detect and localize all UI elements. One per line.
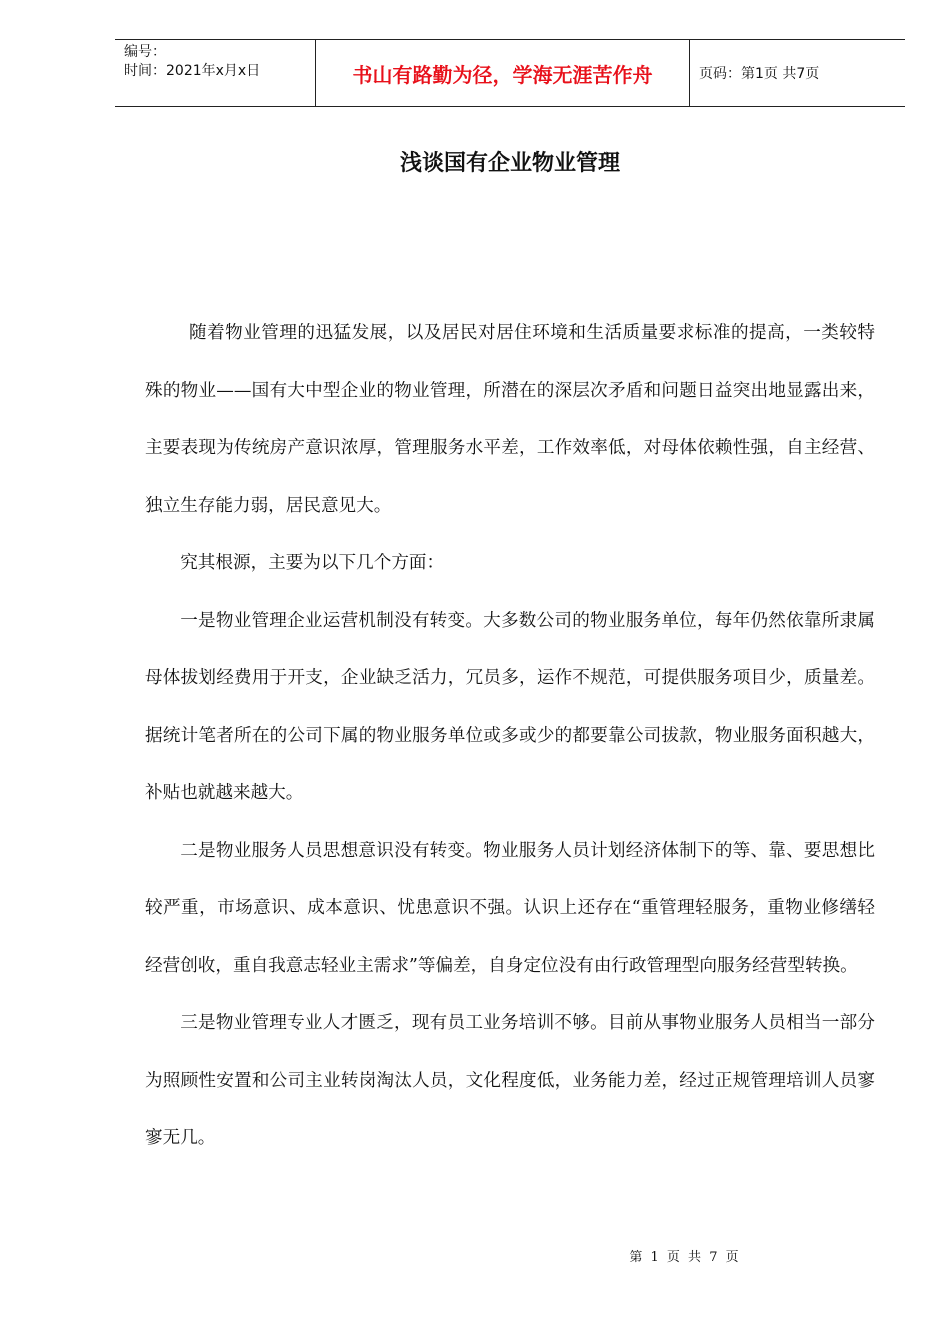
paragraph-point-two: 二是物业服务人员思想意识没有转变。物业服务人员计划经济体制下的等、靠、要思想比较严重，市场意识、成本意识、忧患意识不强。认识上还存在“重管理轻服务，重物业修缮轻经营创收，重自我意志轻业主需求”等偏差，自身定位没有由行政管理型向服务经营型转换。 (145, 840, 875, 976)
document-title: 浅谈国有企业物业管理 (399, 151, 620, 176)
document-body (145, 305, 875, 1168)
header-meta-cell (115, 40, 316, 106)
page-label: 页码：第1页 共7页 (699, 66, 820, 82)
header-motto-cell (316, 40, 690, 106)
header-page-cell (690, 40, 905, 106)
header-table (115, 39, 905, 107)
paragraph-point-three: 三是物业管理专业人才匮乏，现有员工业务培训不够。目前从事物业服务人员相当一部分为照顾性安置和公司主业转岗淘汰人员，文化程度低，业务能力差，经过正规管理培训人员寥寥无几。 (145, 1013, 875, 1148)
paragraph-point-one: 一是物业管理企业运营机制没有转变。大多数公司的物业服务单位，每年仍然依靠所隶属母体拔划经费用于开支，企业缺乏活力，冗员多，运作不规范，可提供服务项目少，质量差。据统计笔者所在的公司下属的物业服务单位或多或少的都要靠公司拔款，物业服务面积越大，补贴也就越来越大。 (145, 610, 875, 803)
time-label: 时间：2021年x月x日 (124, 63, 261, 79)
number-label: 编号： (124, 44, 166, 60)
page-footer: 第 1 页 共 7 页 (629, 1250, 741, 1265)
motto-text: 书山有路勤为径，学海无涯苦作舟 (352, 62, 653, 87)
paragraph-intro: 随着物业管理的迅猛发展，以及居民对居住环境和生活质量要求标准的提高，一类较特殊的物业——国有大中型企业的物业管理，所潜在的深层次矛盾和问题日益突出地显露出来，主要表现为传统房产意识浓厚，管理服务水平差，工作效率低，对母体依赖性强，自主经营、独立生存能力弱，居民意见大。 (145, 323, 875, 516)
paragraph-causes-lead: 究其根源，主要为以下几个方面： (180, 553, 445, 573)
